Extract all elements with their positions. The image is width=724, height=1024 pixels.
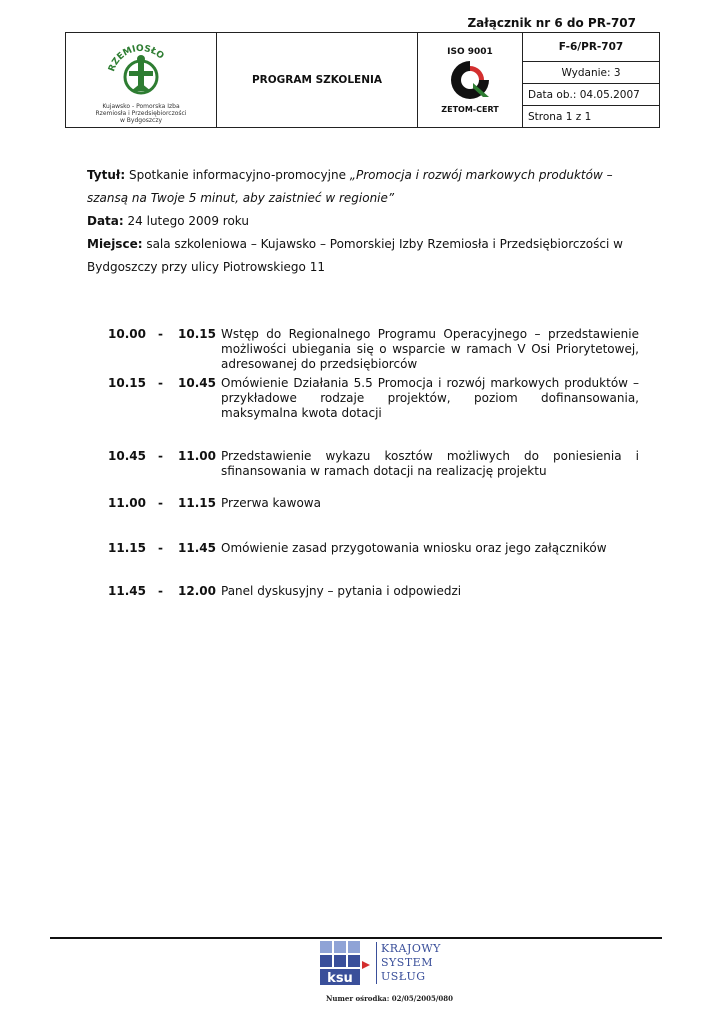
agenda-item: Omówienie Działania 5.5 Promocja i rozwój markowych produktów – przykładowe rodzaje projektów, poziom dofinansowania, maksymalna kwota dotacji — [221, 376, 639, 420]
annex-label: Załącznik nr 6 do PR-707 — [467, 16, 636, 30]
ksu-mark: ksu — [327, 971, 353, 986]
chamber-logo — [66, 33, 217, 128]
time-separator: - — [158, 584, 163, 598]
cert-body-label: ZETOM-CERT — [441, 105, 499, 114]
agenda-item: Przerwa kawowa — [221, 496, 321, 510]
start-time: 11.00 — [108, 496, 146, 510]
agenda-item: Wstęp do Regionalnego Programu Operacyjnego – przedstawienie możliwości ubiegania się o wsparcie w ramach V Osi Priorytetowej, adresowanej do przedsiębiorców — [221, 327, 639, 371]
edition: Wydanie: 3 — [523, 62, 660, 84]
ksu-line: SYSTEM — [381, 956, 433, 969]
ksu-wordmark — [376, 942, 441, 984]
logo-caption-line: Kujawsko - Pomorska Izba — [102, 102, 180, 110]
footer-divider — [50, 937, 662, 939]
chamber-emblem-icon — [101, 41, 181, 97]
start-time: 10.45 — [108, 449, 146, 463]
agenda-item: Przedstawienie wykazu kosztów możliwych do poniesienia i sfinansowania w ramach dotacji na realizację projektu — [221, 449, 639, 478]
document-title: PROGRAM SZKOLENIA — [217, 33, 418, 128]
document-header-table — [65, 32, 660, 128]
end-time: 11.00 — [178, 449, 216, 463]
revision-date: Data ob.: 04.05.2007 — [523, 84, 660, 106]
logo-caption-line: w Bydgoszczy — [119, 116, 163, 124]
time-separator: - — [158, 541, 163, 555]
time-separator: - — [158, 327, 163, 341]
ksu-line: USŁUG — [381, 970, 426, 983]
agenda-item: Omówienie zasad przygotowania wniosku oraz jego załączników — [221, 541, 607, 555]
ksu-logo — [320, 941, 450, 991]
page-number: Strona 1 z 1 — [523, 106, 660, 128]
iso-certificate — [418, 33, 523, 128]
event-details — [87, 164, 639, 279]
zetom-cert-icon — [445, 57, 495, 101]
event-title: Tytuł: Spotkanie informacyjno-promocyjne „Promocja i rozwój markowych produktów – szansą na Twoje 5 minut, aby zaistnieć w regionie” — [87, 168, 613, 205]
start-time: 10.15 — [108, 376, 146, 390]
end-time: 12.00 — [178, 584, 216, 598]
event-date: Data: 24 lutego 2009 roku — [87, 214, 249, 228]
end-time: 10.15 — [178, 327, 216, 341]
start-time: 10.00 — [108, 327, 146, 341]
iso-label: ISO 9001 — [447, 47, 493, 57]
logo-caption-line: Rzemiosła i Przedsiębiorczości — [95, 109, 187, 117]
ksu-grid-icon — [320, 941, 372, 989]
start-time: 11.15 — [108, 541, 146, 555]
center-number: Numer ośrodka: 02/05/2005/080 — [326, 994, 453, 1003]
form-code: F-6/PR-707 — [523, 33, 660, 62]
end-time: 11.15 — [178, 496, 216, 510]
time-separator: - — [158, 376, 163, 390]
start-time: 11.45 — [108, 584, 146, 598]
time-separator: - — [158, 449, 163, 463]
ksu-line: KRAJOWY — [381, 942, 441, 955]
time-separator: - — [158, 496, 163, 510]
svg-text:RZEMIOSŁO: RZEMIOSŁO — [107, 43, 166, 73]
end-time: 10.45 — [178, 376, 216, 390]
event-place: Miejsce: sala szkoleniowa – Kujawsko – Pomorskiej Izby Rzemiosła i Przedsiębiorczości w Bydgoszczy przy ulicy Piotrowskiego 11 — [87, 237, 623, 274]
agenda-item: Panel dyskusyjny – pytania i odpowiedzi — [221, 584, 462, 598]
end-time: 11.45 — [178, 541, 216, 555]
